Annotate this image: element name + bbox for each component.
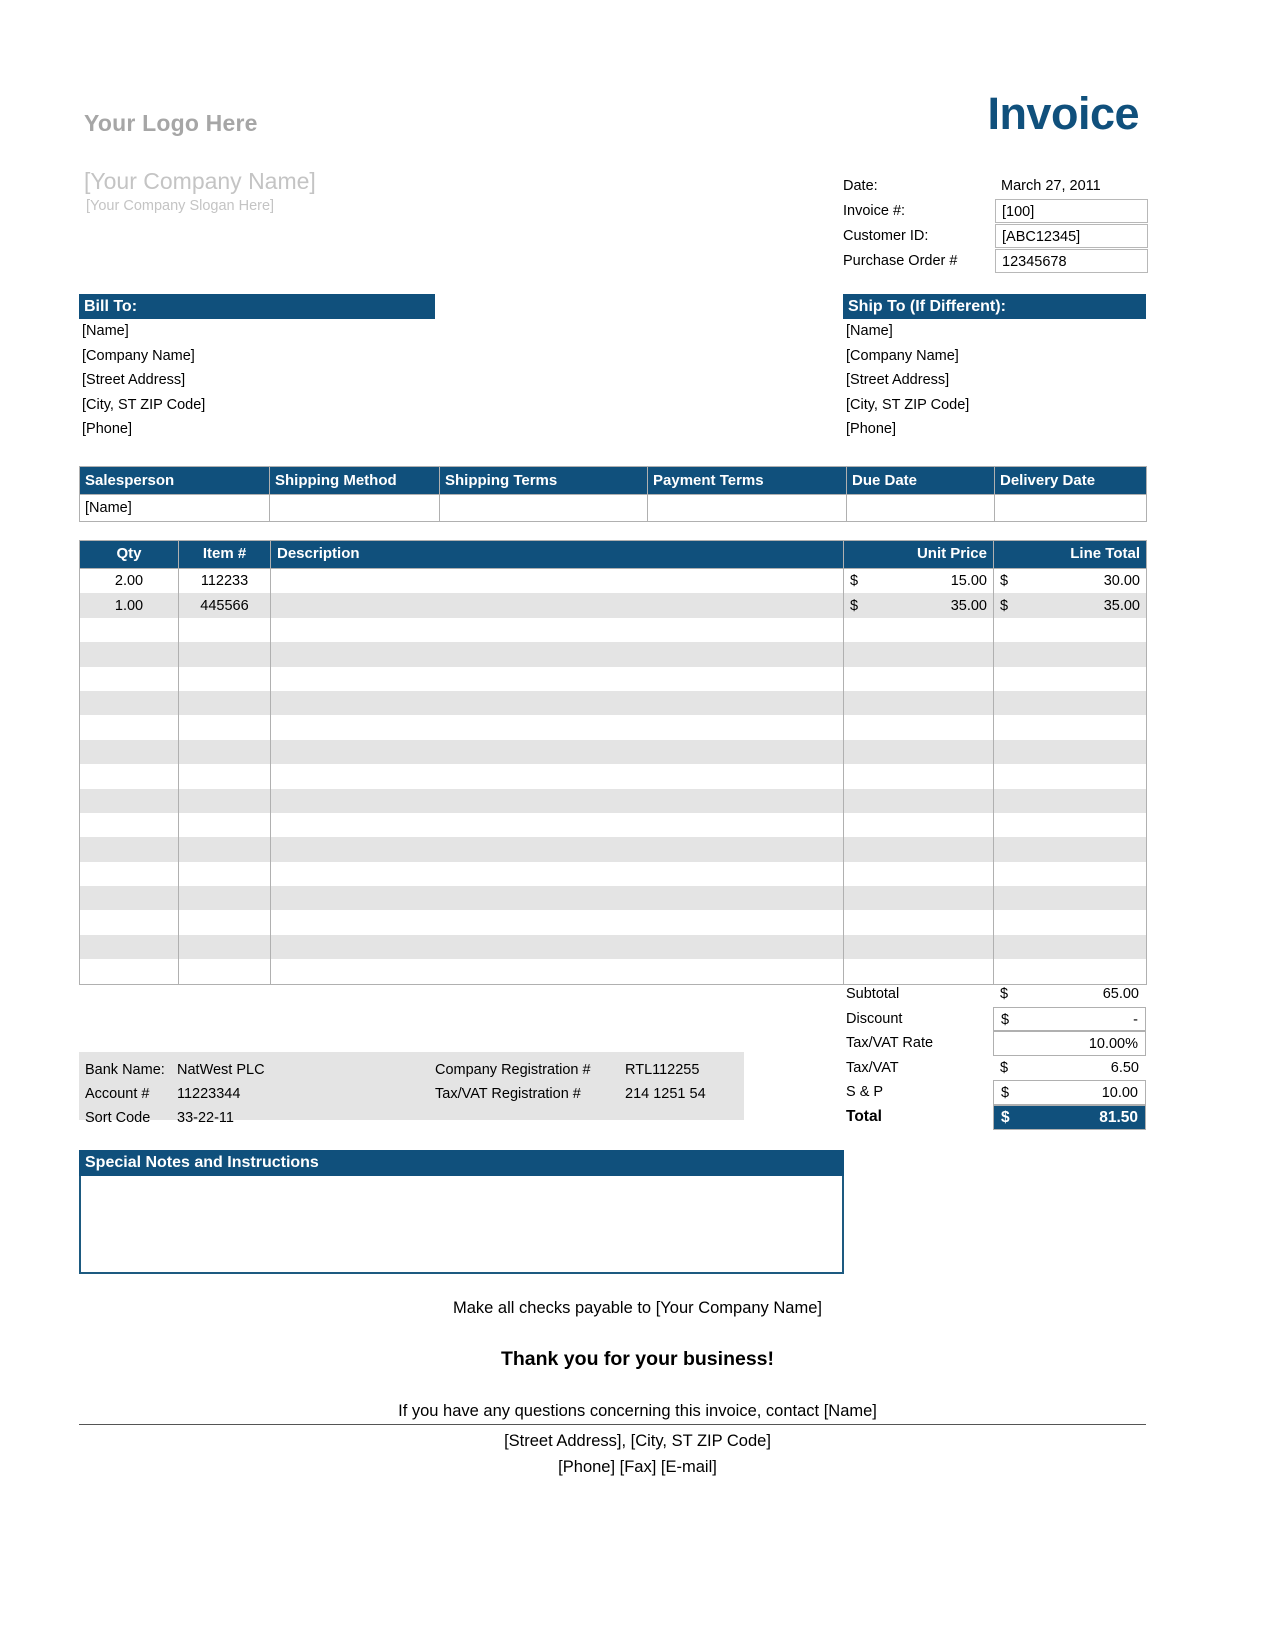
cell-line-total[interactable] <box>994 764 1147 788</box>
cell-qty[interactable] <box>80 959 179 984</box>
cell-item-number[interactable] <box>179 715 271 739</box>
cell-unit-price[interactable] <box>844 813 994 837</box>
cell-item-number[interactable] <box>179 935 271 959</box>
bill-to-heading: Bill To: <box>79 294 435 319</box>
footer-payable-text: Make all checks payable to [Your Company Name] <box>453 1299 822 1317</box>
bank-label-sort-code: Sort Code <box>85 1110 151 1126</box>
bank-label-vat-registration: Tax/VAT Registration # <box>435 1086 581 1102</box>
terms-value-payment-terms[interactable] <box>648 495 847 522</box>
footer-thank-you: Thank you for your business! <box>500 1348 775 1370</box>
totals-label: Tax/VAT <box>846 1059 899 1076</box>
cell-description[interactable] <box>271 740 844 764</box>
terms-value-row <box>80 495 1147 522</box>
cell-qty[interactable] <box>80 715 179 739</box>
cell-unit-price[interactable] <box>844 862 994 886</box>
cell-line-total[interactable] <box>994 935 1147 959</box>
cell-qty[interactable] <box>80 789 179 813</box>
bank-value-sort-code: 33-22-11 <box>177 1110 234 1126</box>
cell-description[interactable] <box>271 764 844 788</box>
currency-symbol: $ <box>1001 1011 1010 1028</box>
cell-qty[interactable]: 2.00 <box>80 569 179 594</box>
bank-row <box>79 1058 744 1082</box>
meta-label-invoice-number: Invoice #: <box>843 203 906 219</box>
currency-symbol: $ <box>1000 597 1009 614</box>
totals-value[interactable] <box>993 1080 1146 1105</box>
amount-value: 35.00 <box>950 597 987 614</box>
cell-line-total[interactable] <box>994 691 1147 715</box>
currency-symbol: $ <box>850 573 859 590</box>
totals-row <box>843 1056 1146 1081</box>
cell-item-number[interactable] <box>179 642 271 666</box>
totals-row <box>843 1080 1146 1105</box>
bank-value-bank-name: NatWest PLC <box>177 1062 265 1078</box>
table-row[interactable] <box>80 862 1147 886</box>
footer-divider <box>79 1424 1146 1425</box>
terms-value-shipping-method[interactable] <box>270 495 440 522</box>
bill-to-block <box>79 294 435 442</box>
amount-value: - <box>1133 1011 1138 1028</box>
items-body <box>80 569 1147 985</box>
cell-line-total[interactable] <box>994 569 1147 594</box>
ship-to-line: [Street Address] <box>846 372 950 389</box>
currency-symbol: $ <box>1001 1108 1010 1126</box>
table-row[interactable] <box>80 618 1147 642</box>
cell-item-number[interactable] <box>179 886 271 910</box>
bank-value-vat-registration: 214 1251 54 <box>625 1086 706 1102</box>
company-slogan: [Your Company Slogan Here] <box>86 198 275 214</box>
cell-qty[interactable] <box>80 667 179 691</box>
terms-table <box>79 466 1147 522</box>
table-row[interactable] <box>80 764 1147 788</box>
meta-row-date <box>843 174 1148 198</box>
bill-to-line: [Name] <box>82 323 129 339</box>
meta-value-date: March 27, 2011 <box>1001 178 1101 194</box>
currency-symbol: $ <box>1000 986 1009 1002</box>
bank-label-bank-name: Bank Name: <box>85 1062 165 1078</box>
ship-to-line: [Company Name] <box>846 347 959 364</box>
special-notes-block <box>79 1150 844 1274</box>
bank-value-company-registration: RTL112255 <box>625 1062 700 1078</box>
bank-row <box>79 1106 744 1130</box>
cell-line-total[interactable] <box>994 667 1147 691</box>
cell-description[interactable] <box>271 789 844 813</box>
totals-block <box>843 982 1146 1130</box>
bank-value-account-number: 11223344 <box>177 1086 241 1102</box>
ship-to-line: [Phone] <box>846 421 896 438</box>
cell-unit-price[interactable] <box>844 886 994 910</box>
items-header-description: Description <box>271 541 844 569</box>
totals-row <box>843 1007 1146 1032</box>
cell-item-number[interactable]: 445566 <box>179 593 271 617</box>
cell-unit-price[interactable] <box>844 715 994 739</box>
table-row[interactable] <box>80 667 1147 691</box>
cell-qty[interactable] <box>80 618 179 642</box>
cell-description[interactable] <box>271 642 844 666</box>
table-row[interactable] <box>80 886 1147 910</box>
terms-header-salesperson: Salesperson <box>80 467 270 495</box>
table-row[interactable] <box>80 715 1147 739</box>
terms-header-delivery-date: Delivery Date <box>995 467 1147 495</box>
cell-item-number[interactable] <box>179 789 271 813</box>
totals-value[interactable] <box>993 1031 1146 1056</box>
line-items-table <box>79 540 1147 985</box>
totals-label: Subtotal <box>846 986 900 1002</box>
cell-line-total[interactable] <box>994 715 1147 739</box>
footer-contact: [Phone] [Fax] [E-mail] <box>558 1458 717 1476</box>
table-row[interactable] <box>80 959 1147 984</box>
cell-unit-price[interactable] <box>844 691 994 715</box>
table-row[interactable] <box>80 740 1147 764</box>
terms-header-due-date: Due Date <box>847 467 995 495</box>
logo-placeholder: Your Logo Here <box>84 110 258 136</box>
bill-to-line: [Street Address] <box>82 372 186 389</box>
currency-symbol: $ <box>1000 573 1009 590</box>
terms-header-shipping-terms: Shipping Terms <box>440 467 648 495</box>
table-row[interactable] <box>80 691 1147 715</box>
items-header-qty: Qty <box>80 541 179 569</box>
cell-unit-price[interactable] <box>844 740 994 764</box>
cell-description[interactable] <box>271 569 844 594</box>
bank-details-block <box>79 1052 744 1126</box>
invoice-meta <box>843 174 1148 274</box>
cell-unit-price[interactable] <box>844 910 994 934</box>
cell-line-total[interactable] <box>994 910 1147 934</box>
cell-description[interactable] <box>271 691 844 715</box>
cell-description[interactable] <box>271 667 844 691</box>
cell-line-total[interactable] <box>994 740 1147 764</box>
items-header-row <box>80 541 1147 569</box>
terms-value-shipping-terms[interactable] <box>440 495 648 522</box>
table-row[interactable] <box>80 569 1147 594</box>
ship-to-block <box>843 294 1146 442</box>
totals-row <box>843 1031 1146 1056</box>
cell-unit-price[interactable] <box>844 618 994 642</box>
meta-label-customer-id: Customer ID: <box>843 228 929 244</box>
cell-item-number[interactable] <box>179 959 271 984</box>
items-header-item-number: Item # <box>179 541 271 569</box>
cell-unit-price[interactable] <box>844 959 994 984</box>
cell-item-number[interactable] <box>179 862 271 886</box>
terms-value-salesperson[interactable]: [Name] <box>80 495 270 522</box>
special-notes-heading: Special Notes and Instructions <box>79 1150 844 1176</box>
items-header-unit-price: Unit Price <box>844 541 994 569</box>
totals-row <box>843 982 1146 1007</box>
totals-value <box>993 982 1146 1007</box>
cell-description[interactable] <box>271 935 844 959</box>
table-row[interactable] <box>80 910 1147 934</box>
table-row[interactable] <box>80 813 1147 837</box>
table-row[interactable] <box>80 935 1147 959</box>
ship-to-line: [Name] <box>846 323 893 339</box>
cell-qty[interactable] <box>80 642 179 666</box>
cell-item-number[interactable] <box>179 837 271 861</box>
meta-label-purchase-order: Purchase Order # <box>843 253 958 269</box>
terms-value-due-date[interactable] <box>847 495 995 522</box>
amount-value: 81.50 <box>1099 1108 1138 1126</box>
footer-address: [Street Address], [City, ST ZIP Code] <box>504 1432 771 1450</box>
cell-qty[interactable] <box>80 837 179 861</box>
terms-header-shipping-method: Shipping Method <box>270 467 440 495</box>
customer-id-field[interactable]: [ABC12345] <box>995 224 1148 248</box>
cell-item-number[interactable] <box>179 764 271 788</box>
cell-item-number[interactable] <box>179 740 271 764</box>
ship-to-line: [City, ST ZIP Code] <box>846 396 970 413</box>
terms-value-delivery-date[interactable] <box>995 495 1147 522</box>
footer-questions: If you have any questions concerning this invoice, contact [Name] <box>398 1402 877 1420</box>
amount-value: 6.50 <box>1110 1059 1139 1076</box>
amount-value: 65.00 <box>1102 986 1139 1002</box>
cell-description[interactable] <box>271 959 844 984</box>
ship-to-heading: Ship To (If Different): <box>843 294 1146 319</box>
currency-symbol: $ <box>1001 1085 1010 1102</box>
bank-label-account-number: Account # <box>85 1086 150 1102</box>
amount-value: 30.00 <box>1103 573 1140 590</box>
table-row[interactable] <box>80 837 1147 861</box>
cell-qty[interactable] <box>80 910 179 934</box>
company-name: [Your Company Name] <box>84 168 316 194</box>
cell-line-total[interactable] <box>994 862 1147 886</box>
cell-description[interactable] <box>271 593 844 617</box>
bill-to-line: [City, ST ZIP Code] <box>82 396 206 413</box>
cell-line-total[interactable] <box>994 789 1147 813</box>
bank-label-company-registration: Company Registration # <box>435 1062 591 1078</box>
cell-item-number[interactable] <box>179 910 271 934</box>
amount-value: 15.00 <box>950 573 987 590</box>
amount-value: 35.00 <box>1103 597 1140 614</box>
totals-label: Discount <box>846 1010 903 1027</box>
bank-row <box>79 1082 744 1106</box>
totals-row <box>843 1105 1146 1130</box>
totals-label: Tax/VAT Rate <box>846 1035 934 1052</box>
cell-qty[interactable] <box>80 691 179 715</box>
cell-line-total[interactable] <box>994 618 1147 642</box>
cell-item-number[interactable]: 112233 <box>179 569 271 594</box>
invoice-number-field[interactable]: [100] <box>995 199 1148 223</box>
amount-value: 10.00 <box>1101 1085 1138 1102</box>
terms-header-row <box>80 467 1147 495</box>
cell-unit-price[interactable] <box>844 593 994 617</box>
bill-to-line: [Company Name] <box>82 347 195 364</box>
terms-header-payment-terms: Payment Terms <box>648 467 847 495</box>
cell-description[interactable] <box>271 862 844 886</box>
cell-item-number[interactable] <box>179 667 271 691</box>
meta-label-date: Date: <box>843 178 878 194</box>
cell-description[interactable] <box>271 618 844 642</box>
cell-line-total[interactable] <box>994 642 1147 666</box>
cell-line-total[interactable] <box>994 813 1147 837</box>
currency-symbol: $ <box>850 597 859 614</box>
cell-qty[interactable] <box>80 886 179 910</box>
table-row[interactable] <box>80 642 1147 666</box>
page-title: Invoice <box>987 88 1139 139</box>
cell-unit-price[interactable] <box>844 764 994 788</box>
meta-row-purchase-order <box>843 249 1148 273</box>
cell-qty[interactable]: 1.00 <box>80 593 179 617</box>
cell-line-total[interactable] <box>994 886 1147 910</box>
cell-unit-price[interactable] <box>844 935 994 959</box>
special-notes-input[interactable] <box>79 1176 844 1274</box>
cell-item-number[interactable] <box>179 618 271 642</box>
cell-unit-price[interactable] <box>844 667 994 691</box>
purchase-order-field[interactable]: 12345678 <box>995 249 1148 273</box>
cell-qty[interactable] <box>80 862 179 886</box>
cell-line-total[interactable] <box>994 837 1147 861</box>
amount-value: 10.00% <box>1088 1036 1138 1053</box>
cell-qty[interactable] <box>80 740 179 764</box>
totals-label: S & P <box>846 1084 884 1101</box>
cell-description[interactable] <box>271 715 844 739</box>
cell-unit-price[interactable] <box>844 569 994 594</box>
cell-unit-price[interactable] <box>844 837 994 861</box>
bill-to-line: [Phone] <box>82 421 132 438</box>
table-row[interactable] <box>80 593 1147 617</box>
cell-description[interactable] <box>271 886 844 910</box>
cell-description[interactable] <box>271 910 844 934</box>
cell-unit-price[interactable] <box>844 642 994 666</box>
cell-item-number[interactable] <box>179 813 271 837</box>
totals-value[interactable] <box>993 1105 1146 1130</box>
cell-description[interactable] <box>271 813 844 837</box>
currency-symbol: $ <box>1000 1059 1009 1076</box>
table-row[interactable] <box>80 789 1147 813</box>
cell-line-total[interactable] <box>994 593 1147 617</box>
totals-label: Total <box>846 1107 882 1125</box>
cell-unit-price[interactable] <box>844 789 994 813</box>
cell-qty[interactable] <box>80 935 179 959</box>
cell-item-number[interactable] <box>179 691 271 715</box>
totals-value <box>993 1056 1146 1081</box>
totals-value[interactable] <box>993 1007 1146 1032</box>
cell-description[interactable] <box>271 837 844 861</box>
cell-qty[interactable] <box>80 764 179 788</box>
cell-qty[interactable] <box>80 813 179 837</box>
meta-row-invoice-number <box>843 199 1148 223</box>
meta-row-customer-id <box>843 224 1148 248</box>
items-header-line-total: Line Total <box>994 541 1147 569</box>
cell-line-total[interactable] <box>994 959 1147 984</box>
